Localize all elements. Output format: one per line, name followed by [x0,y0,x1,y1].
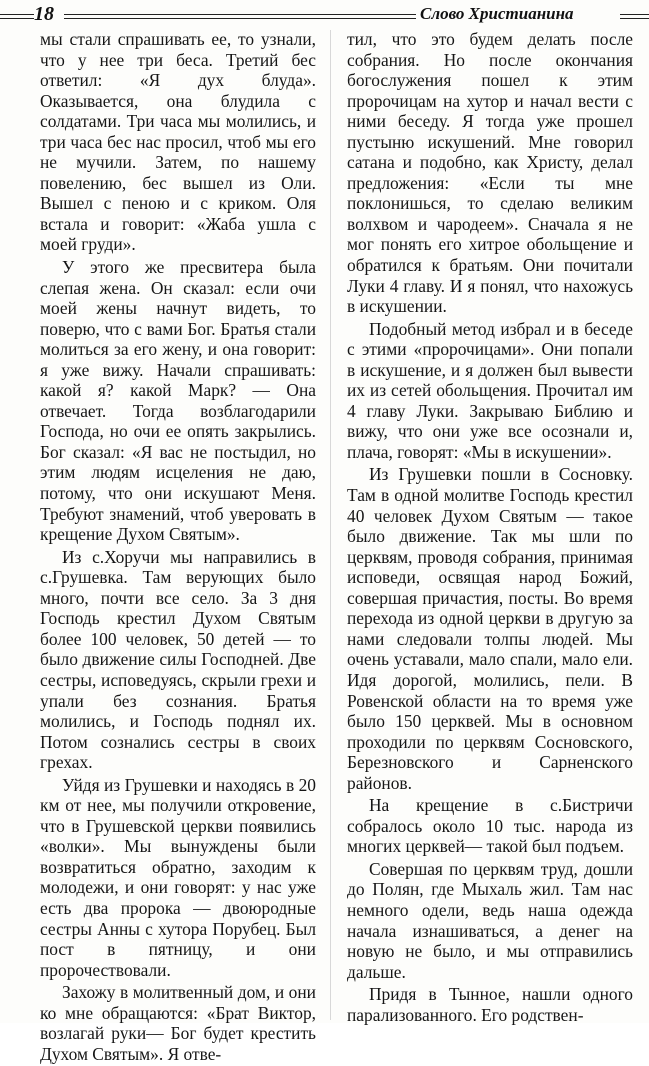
paragraph: Из с.Хоручи мы направились в с.Грушевка. Там верующих было много, почти все село. За 3 дня Господь крестил Духом Святым более 100 человек, 50 детей — то было движение силы Господней. Две сестры, исповедуясь, скрыли грехи и упали без сознания. Братья молились, и Господь поднял их. Потом сознались сестры в своих грехах. [40,546,316,773]
header-rule-right-lower [620,18,649,19]
paragraph: тил, что это будем делать после собрания. Но после окончания богослужения пошел к этим пророчицам на хутор и начал вести с ними беседу. Я тогда уже прошел пустыню искушений. Мне говорил сатана и подобно, как Христу, делал предложения: «Если ты мне поклонишься, то сделаю великим волхвом и чародеем». Сначала я не мог понять его хитрое обольщение и обратился к братьям. Они почитали Луки 4 главу. И я понял, что нахожусь в искушении. [347,29,633,317]
paragraph: мы стали спрашивать ее, то узнали, что у нее три беса. Третий бес ответил: «Я дух блуда». Оказывается, она блудила с солдатами. Три часа мы молились, и три часа бес нас просил, чтоб мы его не мучили. Затем, по нашему повелению, бес вышел из Оли. Вышел с пеною и с криком. Оля встала и говорит: «Жаба ушла с моей груди». [40,29,316,255]
header-rule-middle-lower [64,18,416,19]
column-divider [330,30,331,1020]
paragraph: Уйдя из Грушевки и находясь в 20 км от нее, мы получили откровение, что в Грушевской церкви появились «волки». Мы вынуждены были возвратиться обратно, заходим к молодежи, и они говорят: у нас уже есть два пророка — двоюродные сестры Анны с хутора Порубец. Был пост в пятницу, и они пророчествовали. [40,774,316,980]
header-rule-right [620,14,649,15]
paragraph: У этого же пресвитера была слепая жена. Он сказал: если очи моей жены начнут видеть, то поверю, что с вами Бог. Братья стали молиться за его жену, и она говорит: я уже вижу. Начали спрашивать: какой я? какой Марк? — Она отвечает. Тогда возблагодарили Господа, но очи ее опять закрылись. Бог сказал: «Я вас не постыдил, но этим людям исцеления не даю, потому, что они искушают Меня. Требуют знамений, чтоб уверовать в крещение Духом Святым». [40,257,316,545]
page-header [0,0,649,28]
paragraph: Подобный метод избрал и в беседе с этими «пророчицами». Они попали в искушение, и я должен был вывести их из сетей обольщения. Прочитал им 4 главу Луки. Закрываю Библию и вижу, что они уже все осознали и, плача, говорят: «Мы в искушении». [347,318,633,462]
left-column [40,29,316,1066]
journal-title: Слово Христианина [420,4,574,23]
paragraph: Из Грушевки пошли в Сосновку. Там в одной молитве Господь крестил 40 человек Духом Святым — такое было движение. Так мы шли по церквям, проводя собрания, принимая исповеди, освящая народ Божий, совершая причастия, посты. Во время перехода из одной церкви в другую за нами следовали толпы людей. Мы очень уставали, мало спали, мало ели. Идя дорогой, молились, пели. В Ровенской области на то время уже было 150 церквей. Мы в основном проходили по церквям Сосновского, Березновского и Сарненского районов. [347,464,633,793]
paragraph: Захожу в молитвенный дом, и они ко мне обращаются: «Брат Виктор, возлагай руки— Бог будет крестить Духом Святым». Я отве- [40,982,316,1064]
right-column [347,29,633,1027]
page-number: 18 [34,3,54,25]
header-rule-left-lower [0,18,34,19]
paragraph: На крещение в с.Бистричи собралось около 10 тыс. народа из многих церквей— такой был подъем. [347,795,633,857]
paragraph: Совершая по церквям труд, дошли до Полян, где Мыхаль жил. Там нас немного одели, ведь наша одежда начала изнашиваться, а денег на новую не было, и мы отправились дальше. [347,858,633,982]
header-rule-left [0,14,34,15]
header-rule-middle [64,14,416,15]
paragraph: Придя в Тынное, нашли одного парализованного. Его родствен- [347,984,633,1025]
